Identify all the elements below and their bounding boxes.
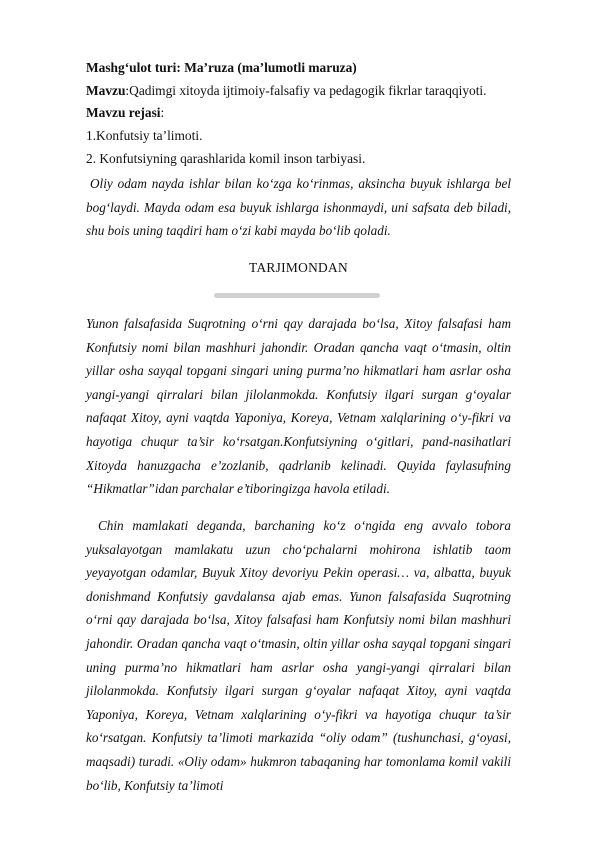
plan-item-1: 1.Konfutsiy ta’limoti. <box>86 128 203 143</box>
epigraph-paragraph: Oliy odam nayda ishlar bilan ko‘zga ko‘rinmas, aksincha buyuk ishlarga bel bog‘laydi. Mayda odam esa buyuk ishlarga ishonmaydi, uni safsata deb biladi, shu bois uning taqdiri ham o‘zi kabi mayda bo‘lib qoladi. <box>86 176 511 239</box>
section-title: TARJIMONDAN <box>249 260 348 275</box>
plan-item-2: 2. Konfutsiyning qarashlarida komil inson tarbiyasi. <box>86 151 366 166</box>
plan-label: Mavzu rejasi <box>86 105 161 120</box>
topic-text: :Qadimgi xitoyda ijtimoiy-falsafiy va pedagogik fikrlar taraqqiyoti. <box>125 83 487 98</box>
topic-label: Mavzu <box>86 83 126 98</box>
plan-colon: : <box>160 105 165 120</box>
divider-line <box>214 293 380 298</box>
lesson-type-line: Mashg‘ulot turi: Ma’ruza (ma’lumotli maruza) <box>86 60 357 75</box>
plan-heading <box>86 103 526 123</box>
paragraph-china: Chin mamlakati deganda, barchaning ko‘z o‘ngida eng avvalo tobora yuksalayotgan mamlakatu uzun cho‘pchalarni mohirona ishlatib taom yeyayotgan odamlar, Buyuk Xitoy devoriyu Pekin operasi… va, albatta, buyuk donishmand Konfutsiy gavdalansa ajab emas. Yunon falsafasida Suqrotning o‘rni qay darajada bo‘lsa, Xitoy falsafasi ham Konfutsiy nomi bilan mashhuri jahondir. Oradan qancha vaqt o‘tmasin, oltin yillar osha sayqal topgani singari uning purma’no hikmatlari ham asrlar osha yangi-yangi qirralari bilan jilolanmokda. Konfutsiy ilgari surgan g‘oyalar nafaqat Xitoy, ayni vaqtda Yaponiya, Koreya, Vetnam xalqlarining o‘y-fikri va hayotiga chuqur ta’sir ko‘rsatgan. Konfutsiy ta’limoti markazida “oliy odam” (tushunchasi, g‘oyasi, maqsadi) turadi. «Oliy odam» hukmron tabaqaning har tomonlama komil vakili bo‘lib, Konfutsiy ta’limoti <box>86 518 511 793</box>
topic-line <box>86 81 526 101</box>
paragraph-translator-note: Yunon falsafasida Suqrotning o‘rni qay darajada bo‘lsa, Xitoy falsafasi ham Konfutsiy nomi bilan mashhuri jahondir. Oradan qancha vaqt o‘tmasin, oltin yillar osha sayqal topgani singari uning purma’no hikmatlari ham asrlar osha yangi-yangi qirralari bilan jilolanmokda. Konfutsiy ilgari surgan g‘oyalar nafaqat Xitoy, ayni vaqtda Yaponiya, Koreya, Vetnam xalqlarining o‘y-fikri va hayotiga chuqur ta’sir ko‘rsatgan.Konfutsiyning o‘gitlari, pand-nasihatlari Xitoyda hanuzgacha e’zozlanib, qadrlanib kelinadi. Quyida faylasufning “Hikmatlar”idan parchalar e’tiboringizga havola etiladi. <box>86 316 511 497</box>
